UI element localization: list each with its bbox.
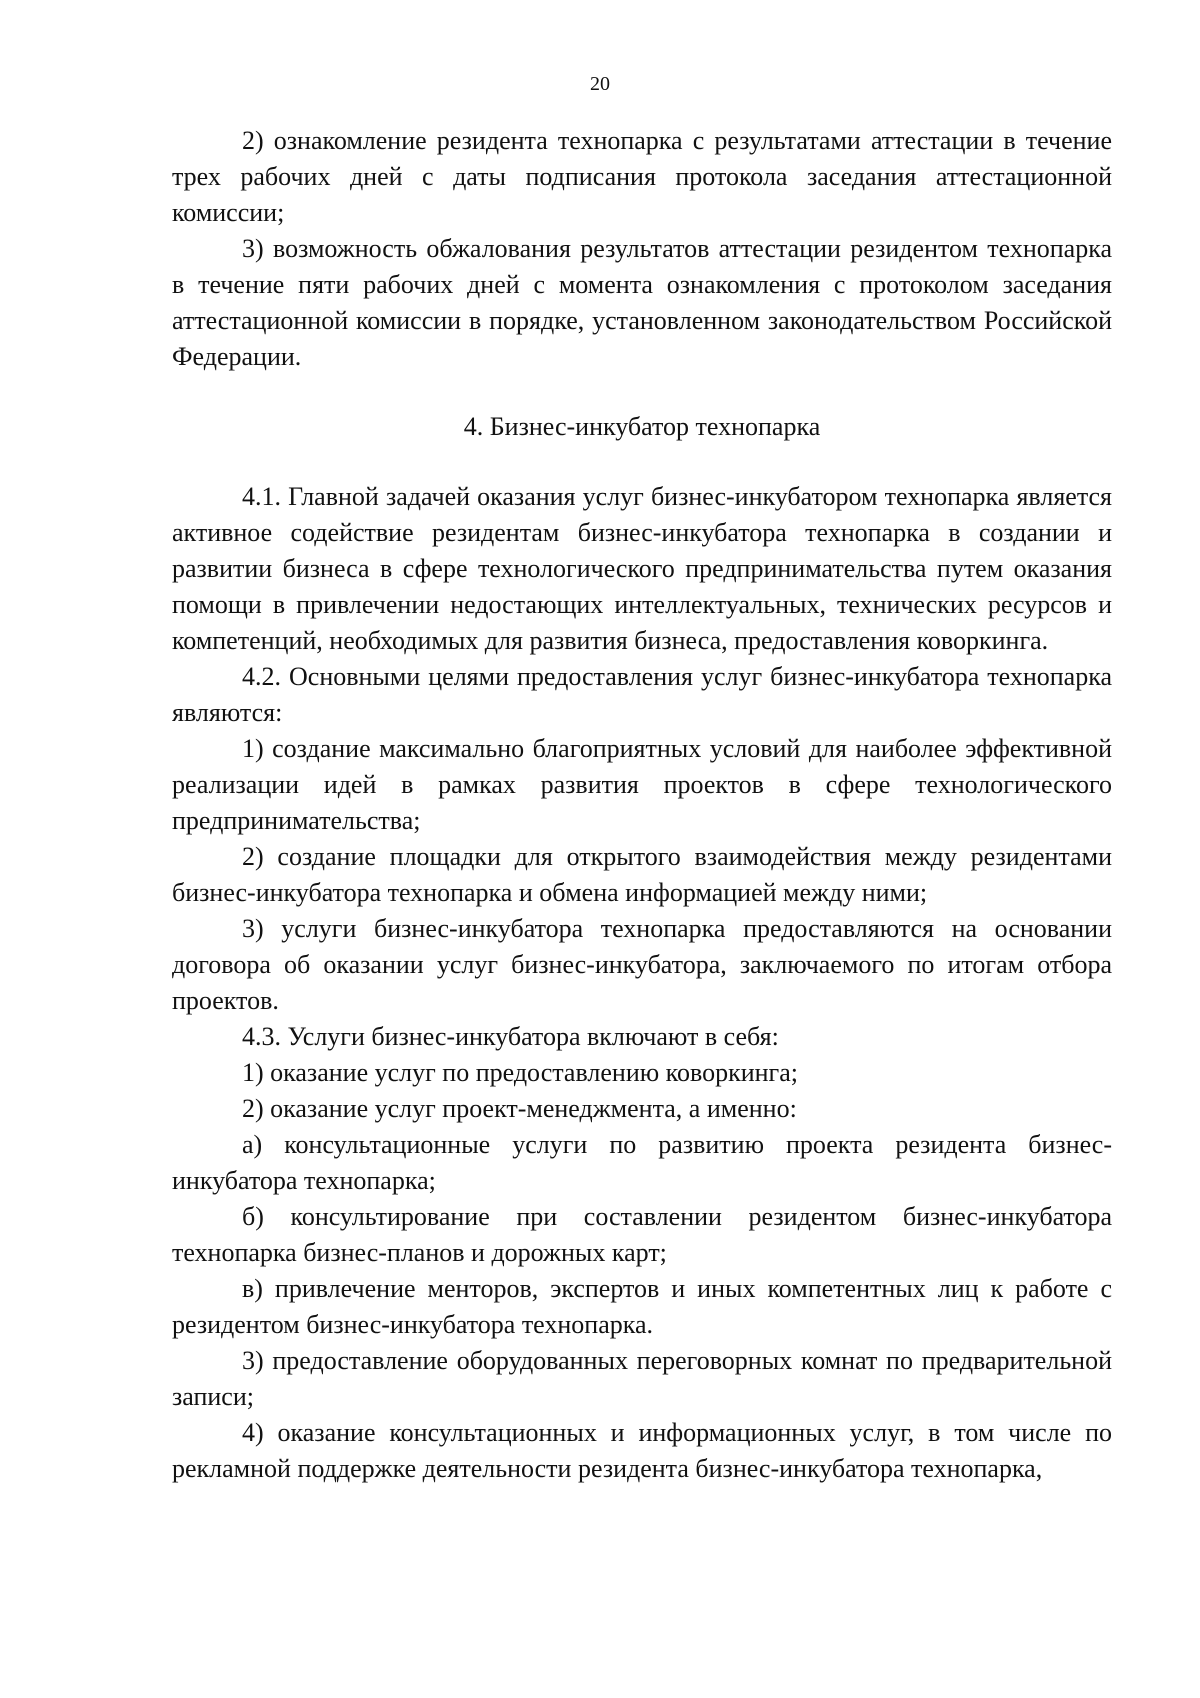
paragraph-4-3-item-4: 4) оказание консультационных и информационных услуг, в том числе по рекламной поддержке деятельности резидента бизнес-инкубатора технопарка, xyxy=(172,1418,1112,1483)
paragraph-4-3-item-3: 3) предоставление оборудованных переговорных комнат по предварительной записи; xyxy=(172,1346,1112,1411)
paragraph-4-1: 4.1. Главной задачей оказания услуг бизнес-инкубатором технопарка является активное содействие резидентам бизнес-инкубатора технопарка в создании и развитии бизнеса в сфере технологического предпринимательства путем оказания помощи в привлечении недостающих интеллектуальных, технических ресурсов и компетенций, необходимых для развития бизнеса, предоставления коворкинга. xyxy=(172,482,1112,655)
paragraph-4-3-item-2: 2) оказание услуг проект-менеджмента, а именно: xyxy=(242,1094,797,1123)
paragraph-4-3: 4.3. Услуги бизнес-инкубатора включают в себя: xyxy=(242,1022,779,1051)
paragraph-4-2-item-2: 2) создание площадки для открытого взаимодействия между резидентами бизнес-инкубатора технопарка и обмена информацией между ними; xyxy=(172,842,1112,907)
paragraph-item-2: 2) ознакомление резидента технопарка с результатами аттестации в течение трех рабочих дней с даты подписания протокола заседания аттестационной комиссии; xyxy=(172,126,1112,227)
paragraph-4-2-item-1: 1) создание максимально благоприятных условий для наиболее эффективной реализации идей в рамках развития проектов в сфере технологического предпринимательства; xyxy=(172,734,1112,835)
section-heading: 4. Бизнес-инкубатор технопарка xyxy=(463,412,821,441)
paragraph-4-3-item-2a: а) консультационные услуги по развитию проекта резидента бизнес-инкубатора технопарка; xyxy=(172,1130,1112,1195)
paragraph-4-2: 4.2. Основными целями предоставления услуг бизнес-инкубатора технопарка являются: xyxy=(172,662,1112,727)
paragraph-4-3-item-1: 1) оказание услуг по предоставлению коворкинга; xyxy=(242,1058,798,1087)
paragraph-4-2-item-3: 3) услуги бизнес-инкубатора технопарка предоставляются на основании договора об оказании услуг бизнес-инкубатора, заключаемого по итогам отбора проектов. xyxy=(172,914,1112,1015)
paragraph-4-3-item-2v: в) привлечение менторов, экспертов и иных компетентных лиц к работе с резидентом бизнес-инкубатора технопарка. xyxy=(172,1274,1112,1339)
paragraph-4-3-item-2b: б) консультирование при составлении резидентом бизнес-инкубатора технопарка бизнес-планов и дорожных карт; xyxy=(172,1202,1112,1267)
document-body xyxy=(172,123,1112,1487)
page-number: 20 xyxy=(590,73,610,95)
paragraph-item-3: 3) возможность обжалования результатов аттестации резидентом технопарка в течение пяти рабочих дней с момента ознакомления с протоколом заседания аттестационной комиссии в порядке, установленном законодательством Российской Федерации. xyxy=(172,234,1112,371)
